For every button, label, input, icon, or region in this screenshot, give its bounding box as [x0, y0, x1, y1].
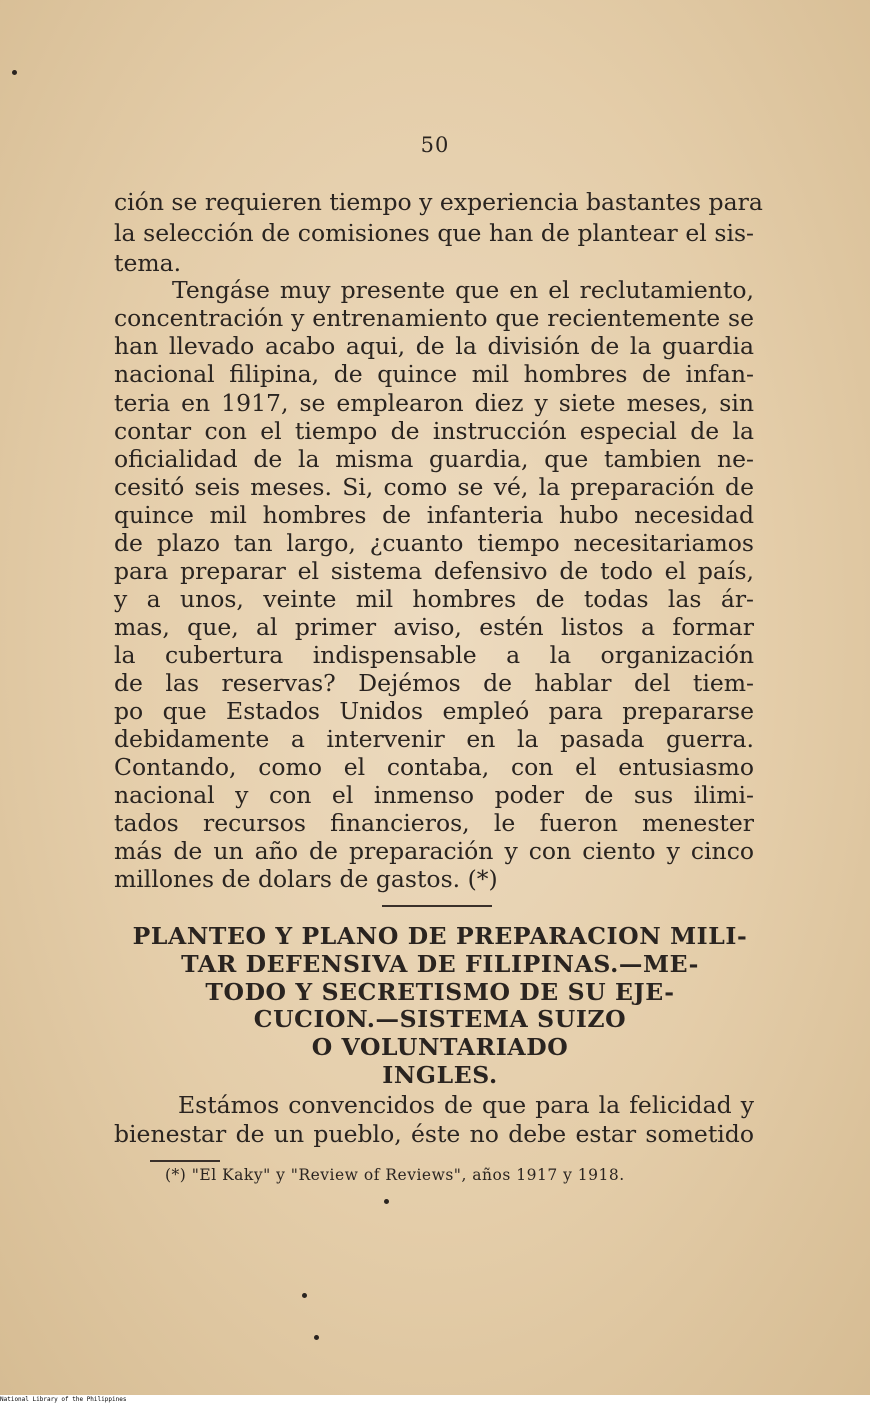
body-line: y a unos, veinte mil hombres de todas las ár-	[114, 585, 754, 613]
section-heading-line: INGLES.	[382, 1061, 498, 1089]
body-line: nacional y con el inmenso poder de sus ilimi-	[114, 781, 754, 809]
body-line: oficialidad de la misma guardia, que tambien ne-	[114, 445, 754, 473]
body-line: contar con el tiempo de instrucción especial de la	[114, 417, 754, 445]
section-heading-line: CUCION.—SISTEMA SUIZO	[253, 1005, 627, 1033]
section-heading-line: O VOLUNTARIADO	[311, 1033, 569, 1061]
paragraph-first-line: Tengáse muy presente que en el reclutamiento,	[172, 276, 754, 304]
page-speck	[314, 1335, 319, 1340]
page-speck	[12, 70, 17, 75]
body-line: cesitó seis meses. Si, como se vé, la preparación de	[114, 473, 754, 501]
page-speck	[302, 1293, 307, 1298]
body-line: debidamente a intervenir en la pasada guerra.	[114, 725, 754, 753]
body-line: más de un año de preparación y con ciento y cinco	[114, 837, 754, 865]
body-line: bienestar de un pueblo, éste no debe estar sometido	[114, 1120, 754, 1148]
paragraph-first-line: Estámos convencidos de que para la felicidad y	[178, 1091, 754, 1119]
body-line: han llevado acabo aqui, de la división de la guardia	[114, 332, 754, 360]
section-heading-line: PLANTEO Y PLANO DE PREPARACION MILI-	[132, 922, 748, 950]
body-line: Contando, como el contaba, con el entusiasmo	[114, 753, 754, 781]
library-credit: National Library of the Philippines	[0, 1396, 127, 1403]
body-line: nacional filipina, de quince mil hombres de infan-	[114, 360, 754, 388]
scan-footer-strip	[0, 1395, 870, 1403]
page-speck	[384, 1199, 389, 1204]
body-line: la selección de comisiones que han de plantear el sis-	[114, 219, 754, 247]
body-line: la cubertura indispensable a la organización	[114, 641, 754, 669]
body-line: quince mil hombres de infanteria hubo necesidad	[114, 501, 754, 529]
body-line: para preparar el sistema defensivo de todo el país,	[114, 557, 754, 585]
footnote: (*) "El Kaky" y "Review of Reviews", años 1917 y 1918.	[165, 1166, 625, 1184]
body-line: millones de dolars de gastos. (*)	[114, 865, 498, 893]
body-line: tados recursos financieros, le fueron menester	[114, 809, 754, 837]
body-line: teria en 1917, se emplearon diez y siete meses, sin	[114, 389, 754, 417]
section-heading-line: TODO Y SECRETISMO DE SU EJE-	[205, 978, 675, 1006]
section-heading-line: TAR DEFENSIVA DE FILIPINAS.—ME-	[181, 950, 699, 978]
page-number: 50	[420, 133, 450, 157]
body-line: po que Estados Unidos empleó para prepararse	[114, 697, 754, 725]
section-divider	[382, 905, 492, 907]
body-line: mas, que, al primer aviso, estén listos a formar	[114, 613, 754, 641]
body-line: concentración y entrenamiento que recientemente se	[114, 304, 754, 332]
body-line: de plazo tan largo, ¿cuanto tiempo necesitariamos	[114, 529, 754, 557]
body-line: tema.	[114, 249, 182, 277]
body-line: ción se requieren tiempo y experiencia bastantes para	[114, 188, 763, 216]
footnote-rule	[150, 1160, 220, 1162]
body-line: de las reservas? Dejémos de hablar del tiem-	[114, 669, 754, 697]
